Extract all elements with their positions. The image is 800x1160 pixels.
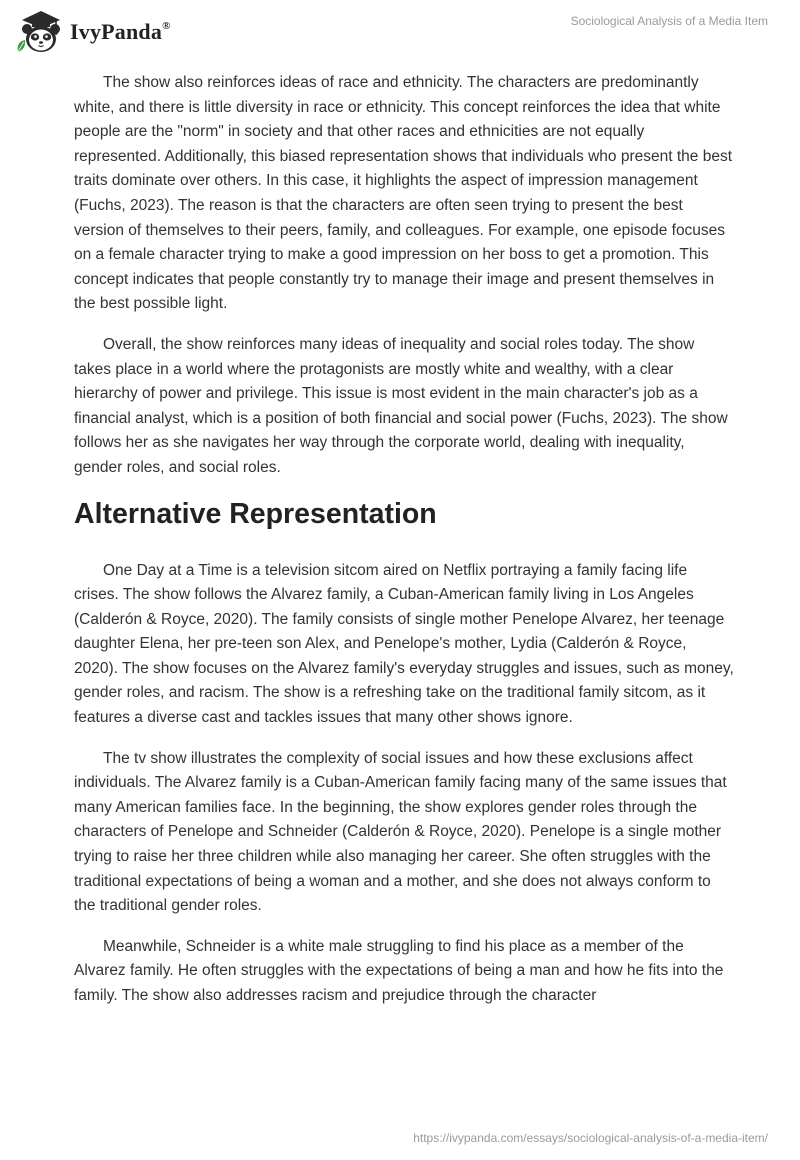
paragraph: Overall, the show reinforces many ideas of inequality and social roles today. The show takes place in a world where the protagonists are mostly white and wealthy, with a clear hierarchy of power and privilege. This issue is most evident in the main character's job as a financial analyst, which is a position of both financial and social power (Fuchs, 2023). The show follows her as she navigates her way through the corporate world, dealing with inequality, gender roles, and social roles.: [74, 335, 728, 476]
paragraph: The show also reinforces ideas of race and ethnicity. The characters are predominantly white, and there is little diversity in race or ethnicity. This concept reinforces the idea that white people are the "norm" in society and that other races and ethnicities are not equally represented. Additionally, this biased representation shows that individuals who present the best traits dominate over others. In this case, it highlights the aspect of impression management (Fuchs, 2023). The reason is that the characters are often seen trying to present the best version of themselves to their peers, family, and colleagues. For example, one episode focuses on a female character trying to make a good impression on her boss to get a promotion. This concept indicates that people constantly try to manage their image and present themselves in the best possible light.: [74, 74, 733, 313]
ivypanda-logo[interactable]: [14, 8, 171, 54]
panda-graduate-icon: [14, 8, 64, 54]
page-header: [0, 0, 800, 60]
source-url[interactable]: https://ivypanda.com/essays/sociological-analysis-of-a-media-item/: [413, 1131, 768, 1145]
paragraph: One Day at a Time is a television sitcom aired on Netflix portraying a family facing life crises. The show follows the Alvarez family, a Cuban-American family living in Los Angeles (Calderón & Royce, 2020). The family consists of single mother Penelope Alvarez, her teenage daughter Elena, her pre-teen son Alex, and Penelope's mother, Lydia (Calderón & Royce, 2020). The show focuses on the Alvarez family's everyday struggles and issues, such as money, gender roles, and racism. The show is a refreshing take on the traditional family sitcom, as it features a diverse cast and tackles issues that many other shows ignore.: [74, 561, 734, 727]
paragraph: Meanwhile, Schneider is a white male struggling to find his place as a member of the Alvarez family. He often struggles with the expectations of being a man and how he fits into the family. The show also addresses racism and prejudice through the character: [74, 937, 724, 1004]
document-title: Sociological Analysis of a Media Item: [570, 14, 768, 28]
paragraph: The tv show illustrates the complexity of social issues and how these exclusions affect individuals. The Alvarez family is a Cuban-American family facing many of the same issues that many American families face. In the beginning, the show explores gender roles through the characters of Penelope and Schneider (Calderón & Royce, 2020). Penelope is a single mother trying to raise her three children while also managing her career. She often struggles with the traditional expectations of being a woman and a mother, and she does not always conform to the traditional gender roles.: [74, 749, 727, 915]
logo-text: IvyPanda®: [70, 19, 171, 44]
essay-content: [74, 71, 734, 1025]
section-heading: Alternative Representation: [74, 497, 437, 530]
